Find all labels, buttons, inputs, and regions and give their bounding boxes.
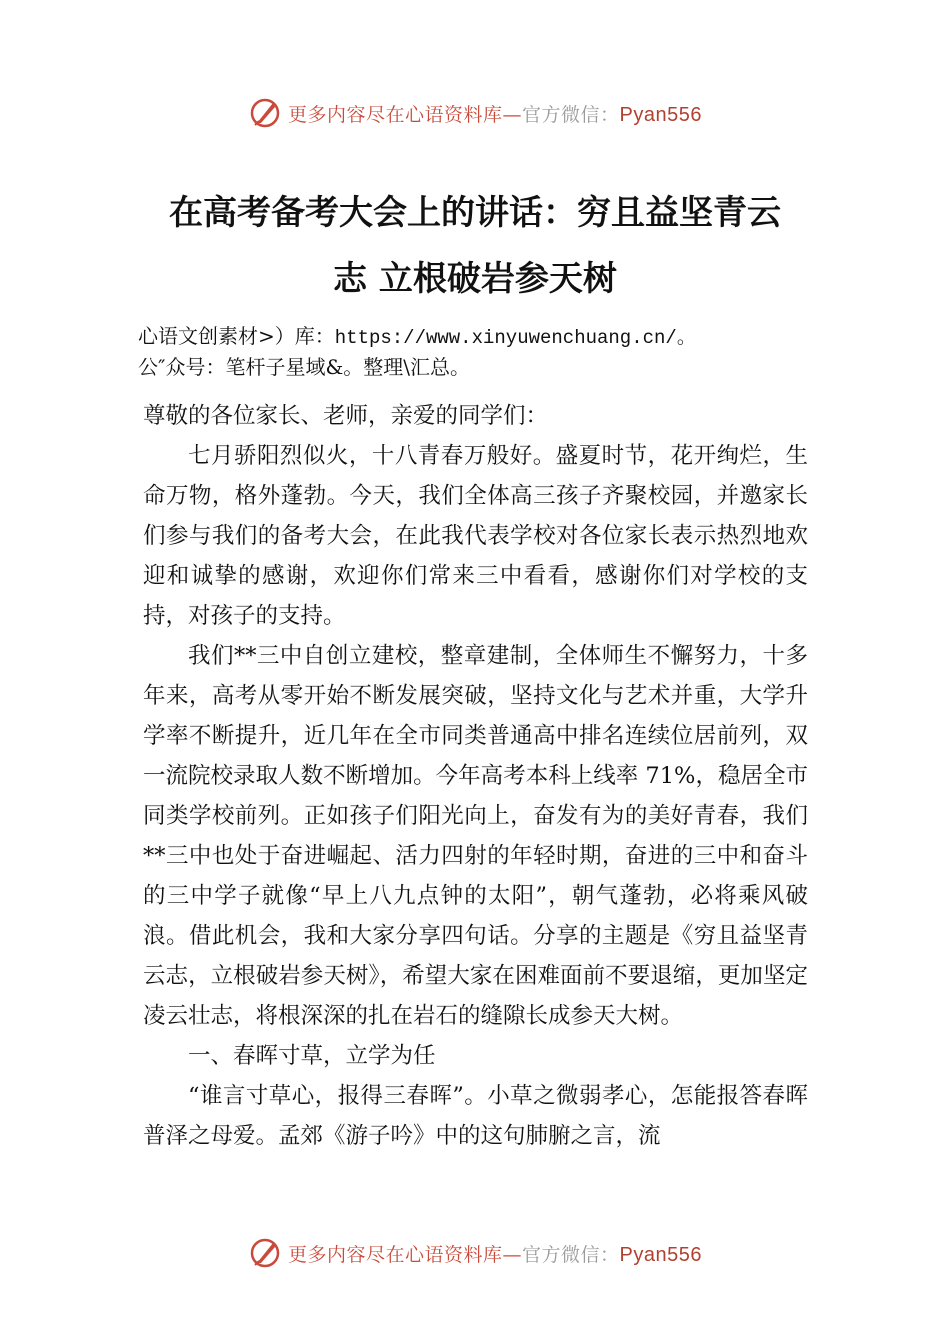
title-line-1: 在高考备考大会上的讲话：穷且益坚青云: [169, 193, 781, 233]
banner-slogan: 更多内容尽在心语资料库: [288, 1243, 503, 1266]
section-1-heading: 一、春晖寸草，立学为任: [188, 1043, 436, 1069]
section-1-paragraph: “谁言寸草心，报得三春晖”。小草之微弱孝心，怎能报答春晖普泽之母爱。孟郊《游子吟》中的这句肺腑之言，流: [143, 1083, 808, 1149]
banner-text: [288, 100, 702, 127]
footer-banner: [0, 1233, 950, 1273]
title-line-2: 志 立根破岩参天树: [333, 259, 617, 299]
banner-separator: —: [502, 103, 523, 126]
quill-logo-icon: [248, 96, 282, 130]
source-line-1: [138, 322, 918, 353]
banner-slogan: 更多内容尽在心语资料库: [288, 103, 503, 126]
source-note: [138, 322, 918, 382]
paragraph-2: 我们**三中自创立建校，整章建制，全体师生不懈努力，十多年来，高考从零开始不断发展突破，坚持文化与艺术并重，大学升学率不断提升，近几年在全市同类普通高中排名连续位居前列，双一流院校录取人数不断增加。今年高考本科上线率 71%，稳居全市同类学校前列。正如孩子们阳光向上，奋发有为的美好青春，我们**三中也处于奋进崛起、活力四射的年轻时期，奋进的三中和奋斗的三中学子就像“早上八九点钟的太阳”，朝气蓬勃，必将乘风破浪。借此机会，我和大家分享四句话。分享的主题是《穷且益坚青云志，立根破岩参天树》，希望大家在困难面前不要退缩，更加坚定凌云壮志，将根深深的扎在岩石的缝隙长成参天大树。: [143, 643, 808, 1029]
banner-text: [288, 1240, 702, 1267]
document-body: [143, 396, 808, 1156]
paragraph-1: 七月骄阳烈似火，十八青春万般好。盛夏时节，花开绚烂，生命万物，格外蓬勃。今天，我们全体高三孩子齐聚校园，并邀家长们参与我们的备考大会，在此我代表学校对各位家长表示热烈地欢迎和诚挚的感谢，欢迎你们常来三中看看，感谢你们对学校的支持，对孩子的支持。: [143, 443, 808, 629]
greeting: 尊敬的各位家长、老师，亲爱的同学们：: [143, 403, 549, 429]
document-title: [120, 180, 830, 312]
header-banner: [0, 93, 950, 133]
banner-wechat-label: 官方微信：: [522, 103, 620, 126]
banner-wechat-id: Pyan556: [619, 1243, 702, 1266]
banner-wechat-label: 官方微信：: [522, 1243, 620, 1266]
source-line-2: 公″众号：笔杆子星域&。整理\汇总。: [138, 355, 471, 379]
source-url: https://www.xinyuwenchuang.cn/。: [334, 327, 696, 349]
source-prefix: 心语文创素材>）库：: [138, 324, 335, 348]
banner-separator: —: [502, 1243, 523, 1266]
quill-logo-icon: [248, 1236, 282, 1270]
banner-wechat-id: Pyan556: [619, 103, 702, 126]
